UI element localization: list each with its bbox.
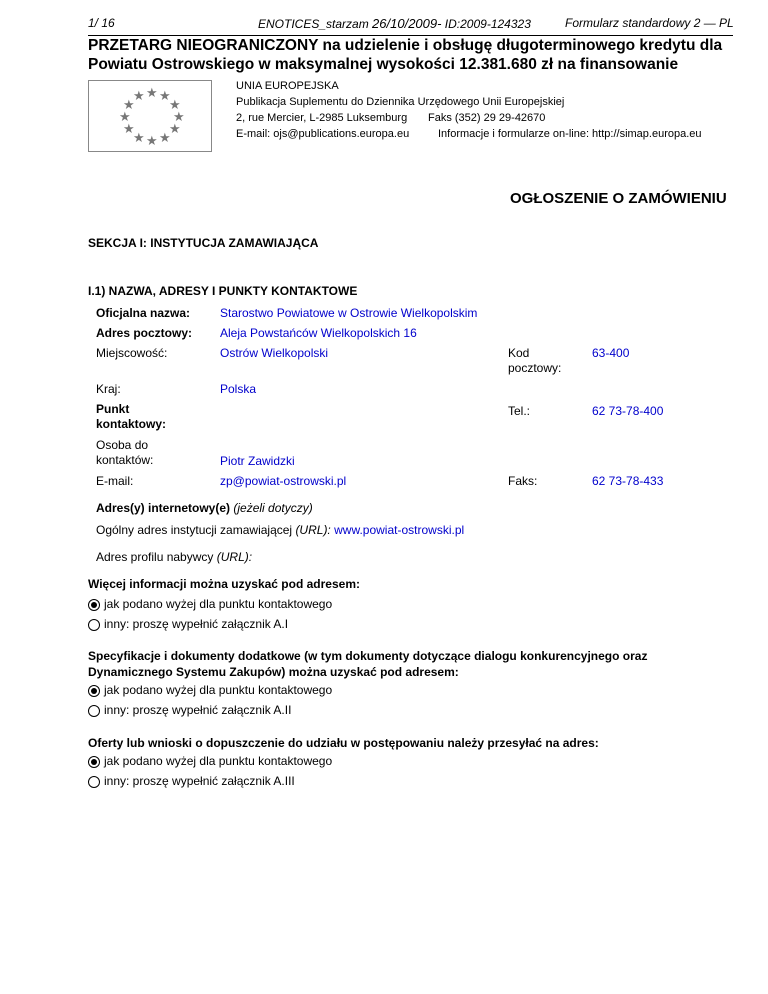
specs-heading-line-2: Dynamicznego Systemu Zakupów) można uzyskać pod adresem: <box>88 665 459 679</box>
publisher-line-1: Publikacja Suplementu do Dziennika Urzędowego Unii Europejskiej <box>236 96 565 108</box>
general-address-note: (URL): <box>295 523 331 537</box>
document-title: PRZETARG NIEOGRANICZONY na udzielenie i obsługę długoterminowego kredytu dla Powiatu Ostrowskiego w maksymalnej wysokości 12.381.680 zł na finansowanie <box>88 37 723 73</box>
svg-text:★: ★ <box>159 131 171 146</box>
zip-label-line-1: Kod <box>508 346 530 360</box>
buyer-profile-label: Adres profilu nabywcy <box>96 550 214 564</box>
publisher-fax: Faks (352) 29 29-42670 <box>428 112 546 124</box>
general-address-url[interactable]: www.powiat-ostrowski.pl <box>334 523 465 537</box>
contact-person-label <box>96 438 153 468</box>
zip-label <box>508 346 561 376</box>
notice-prefix: ENOTICES_starzam <box>258 17 369 31</box>
eu-flag-logo <box>88 80 212 152</box>
more-info-option-other: inny: proszę wypełnić załącznik A.I <box>104 617 289 631</box>
contact-point-label <box>96 402 166 432</box>
svg-text:★: ★ <box>173 110 185 125</box>
more-info-heading: Więcej informacji można uzyskać pod adresem: <box>88 577 360 591</box>
contact-person-value: Piotr Zawidzki <box>220 454 295 468</box>
country-value: Polska <box>220 382 257 396</box>
svg-text:★: ★ <box>159 89 171 104</box>
city-value: Ostrów Wielkopolski <box>220 346 329 360</box>
specs-radio-other[interactable] <box>88 705 100 717</box>
svg-text:★: ★ <box>123 122 135 137</box>
country-label: Kraj: <box>96 382 121 396</box>
zip-label-line-2: pocztowy: <box>508 361 562 375</box>
specs-heading-line-1: Specyfikacje i dokumenty dodatkowe (w tym dokumenty dotyczące dialogu konkurencyjnego oraz <box>88 649 648 663</box>
tel-value: 62 73-78-400 <box>592 404 664 418</box>
subsection-heading: I.1) NAZWA, ADRESY I PUNKTY KONTAKTOWE <box>88 284 358 298</box>
section-heading: SEKCJA I: INSTYTUCJA ZAMAWIAJĄCA <box>88 236 319 250</box>
svg-text:★: ★ <box>169 98 181 113</box>
contact-point-label-line-1: Punkt <box>96 402 130 416</box>
notice-number: ID:2009-124323 <box>444 17 531 31</box>
official-name-value: Starostwo Powiatowe w Ostrowie Wielkopolskim <box>220 306 478 320</box>
general-address-label: Ogólny adres instytucji zamawiającej <box>96 523 293 537</box>
internet-heading <box>96 501 313 516</box>
official-name-label: Oficjalna nazwa: <box>96 306 191 320</box>
fax-label: Faks: <box>508 474 538 488</box>
contact-person-label-line-1: Osoba do <box>96 438 149 452</box>
notice-id <box>258 16 531 31</box>
offers-radio-other[interactable] <box>88 776 100 788</box>
svg-text:★: ★ <box>133 89 145 104</box>
internet-heading-note: (jeżeli dotyczy) <box>233 501 313 515</box>
internet-heading-text: Adres(y) internetowy(e) <box>96 501 231 515</box>
offers-option-above: jak podano wyżej dla punktu kontaktowego <box>104 754 333 768</box>
contact-point-label-line-2: kontaktowy: <box>96 417 167 431</box>
publisher-address: 2, rue Mercier, L-2985 Luksemburg <box>236 112 408 124</box>
buyer-profile-note: (URL): <box>216 550 253 564</box>
publisher-name: UNIA EUROPEJSKA <box>236 78 343 94</box>
email-value[interactable]: zp@powiat-ostrowski.pl <box>220 474 347 488</box>
notice-date: 26/10/2009- <box>372 16 442 31</box>
specs-option-other: inny: proszę wypełnić załącznik A.II <box>104 703 292 717</box>
offers-option-other: inny: proszę wypełnić załącznik A.III <box>104 774 295 788</box>
buyer-profile-row <box>96 550 252 565</box>
more-info-option-above: jak podano wyżej dla punktu kontaktowego <box>104 597 333 611</box>
offers-radio-above[interactable] <box>88 756 100 768</box>
more-info-radio-above[interactable] <box>88 599 100 611</box>
specs-radio-above[interactable] <box>88 685 100 697</box>
contact-person-label-line-2: kontaktów: <box>96 453 154 467</box>
page-number: 1/ 16 <box>88 16 115 30</box>
tel-label: Tel.: <box>508 404 531 418</box>
svg-text:★: ★ <box>119 110 131 125</box>
document-heading: OGŁOSZENIE O ZAMÓWIENIU <box>510 190 727 207</box>
svg-text:★: ★ <box>146 86 158 101</box>
zip-value: 63-400 <box>592 346 630 360</box>
publisher-email: E-mail: ojs@publications.europa.eu <box>236 128 410 140</box>
svg-text:★: ★ <box>133 131 145 146</box>
publisher-website: Informacje i formularze on-line: http://simap.europa.eu <box>438 128 702 140</box>
more-info-radio-other[interactable] <box>88 619 100 631</box>
svg-text:★: ★ <box>123 98 135 113</box>
svg-text:★: ★ <box>169 122 181 137</box>
form-type: Formularz standardowy 2 — PL <box>565 16 734 30</box>
offers-heading: Oferty lub wnioski o dopuszczenie do udziału w postępowaniu należy przesyłać na adres: <box>88 736 599 750</box>
postal-address-label: Adres pocztowy: <box>96 326 193 340</box>
svg-text:★: ★ <box>146 134 158 149</box>
general-address-row <box>96 523 464 538</box>
email-label: E-mail: <box>96 474 134 488</box>
city-label: Miejscowość: <box>96 346 168 360</box>
postal-address-value: Aleja Powstańców Wielkopolskich 16 <box>220 326 417 340</box>
eu-stars-icon <box>89 81 211 151</box>
fax-value: 62 73-78-433 <box>592 474 664 488</box>
specs-option-above: jak podano wyżej dla punktu kontaktowego <box>104 683 333 697</box>
